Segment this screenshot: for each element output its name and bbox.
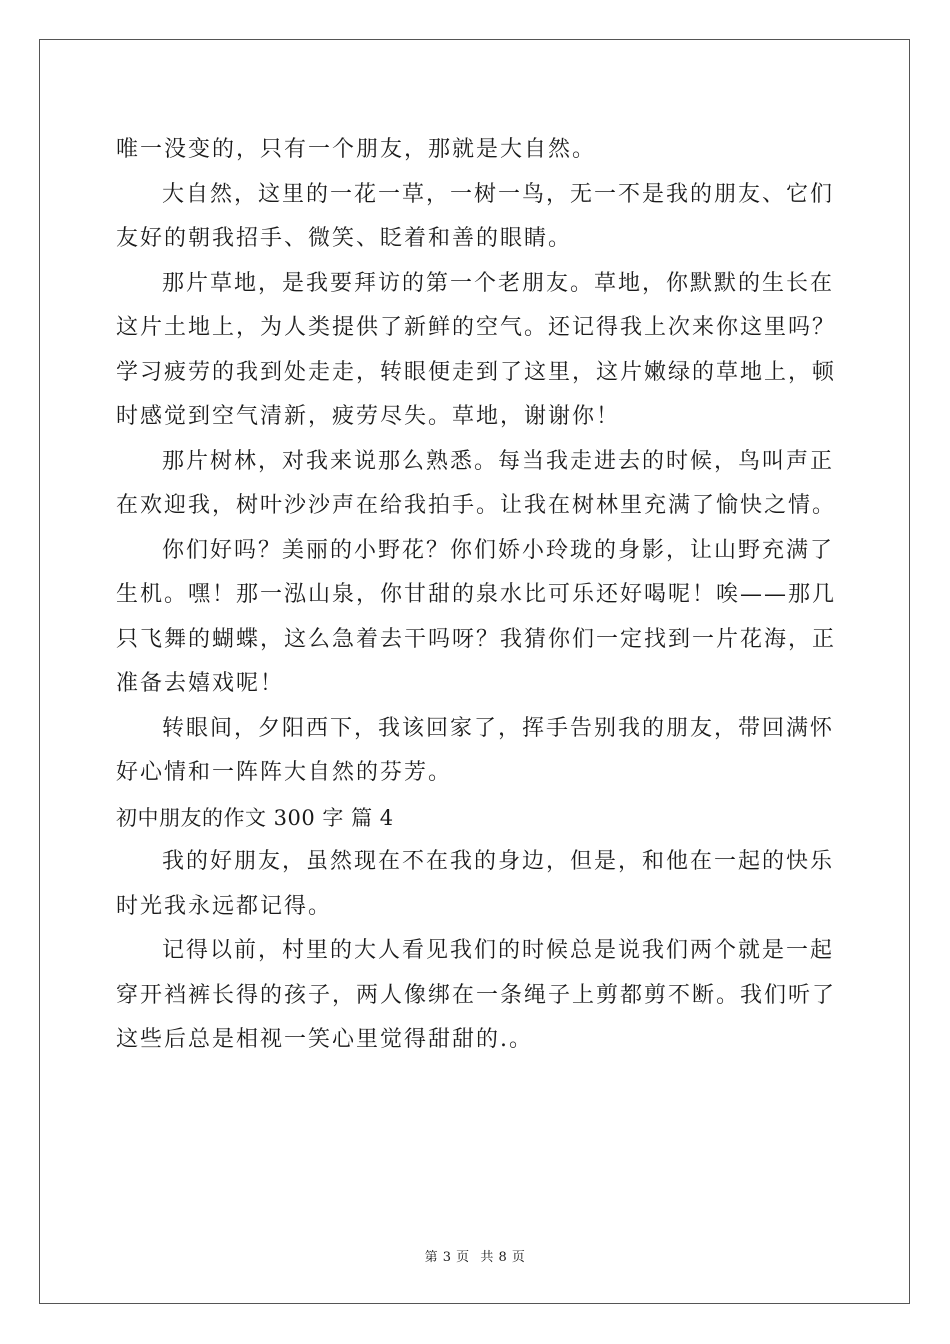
text-line: 我的好朋友，虽然现在不在我的身边，但是，和他在一起的快乐 xyxy=(162,849,835,874)
text-line: 只飞舞的蝴蝶，这么急着去干吗呀？我猜你们一定找到一片花海，正 xyxy=(116,626,836,652)
text-line: 在欢迎我，树叶沙沙声在给我拍手。让我在树林里充满了愉快之情。 xyxy=(116,493,836,518)
text-line: 大自然，这里的一花一草，一树一鸟，无一不是我的朋友、它们 xyxy=(162,181,835,207)
page-footer xyxy=(0,1246,950,1265)
text-line: 你们好吗？美丽的小野花？你们娇小玲珑的身影，让山野充满了 xyxy=(162,537,835,563)
text-line: 准备去嬉戏呢！ xyxy=(116,671,285,696)
page-number: 第 3 页 xyxy=(424,1250,470,1265)
text-line: 那片树林，对我来说那么熟悉。每当我走进去的时候，鸟叫声正 xyxy=(162,448,835,474)
text-line: 学习疲劳的我到处走走，转眼便走到了这里，这片嫩绿的草地上，顿 xyxy=(116,359,836,385)
text-line: 转眼间，夕阳西下，我该回家了，挥手告别我的朋友，带回满怀 xyxy=(162,715,835,741)
text-line: 那片草地，是我要拜访的第一个老朋友。草地，你默默的生长在 xyxy=(162,270,835,296)
text-line: 友好的朝我招手、微笑、眨着和善的眼睛。 xyxy=(116,226,573,251)
text-line: 生机。嘿！那一泓山泉，你甘甜的泉水比可乐还好喝呢！唉——那几 xyxy=(116,582,836,607)
text-line: 时光我永远都记得。 xyxy=(116,893,333,919)
text-line: 唯一没变的，只有一个朋友，那就是大自然。 xyxy=(116,137,597,162)
text-line: 这些后总是相视一笑心里觉得甜甜的.。 xyxy=(116,1027,533,1052)
text-line: 时感觉到空气清新，疲劳尽失。草地，谢谢你！ xyxy=(116,404,621,429)
page-total: 共 8 页 xyxy=(480,1250,526,1265)
text-line: 好心情和一阵阵大自然的芬芳。 xyxy=(116,760,453,785)
document-body xyxy=(116,128,836,1063)
text-line: 这片土地上，为人类提供了新鲜的空气。还记得我上次来你这里吗？ xyxy=(116,315,836,340)
text-line: 记得以前，村里的大人看见我们的时候总是说我们两个就是一起 xyxy=(162,938,835,963)
section-heading: 初中朋友的作文 300 字 篇 4 xyxy=(116,805,394,830)
text-line: 穿开裆裤长得的孩子，两人像绑在一条绳子上剪都剪不断。我们听了 xyxy=(116,982,836,1008)
